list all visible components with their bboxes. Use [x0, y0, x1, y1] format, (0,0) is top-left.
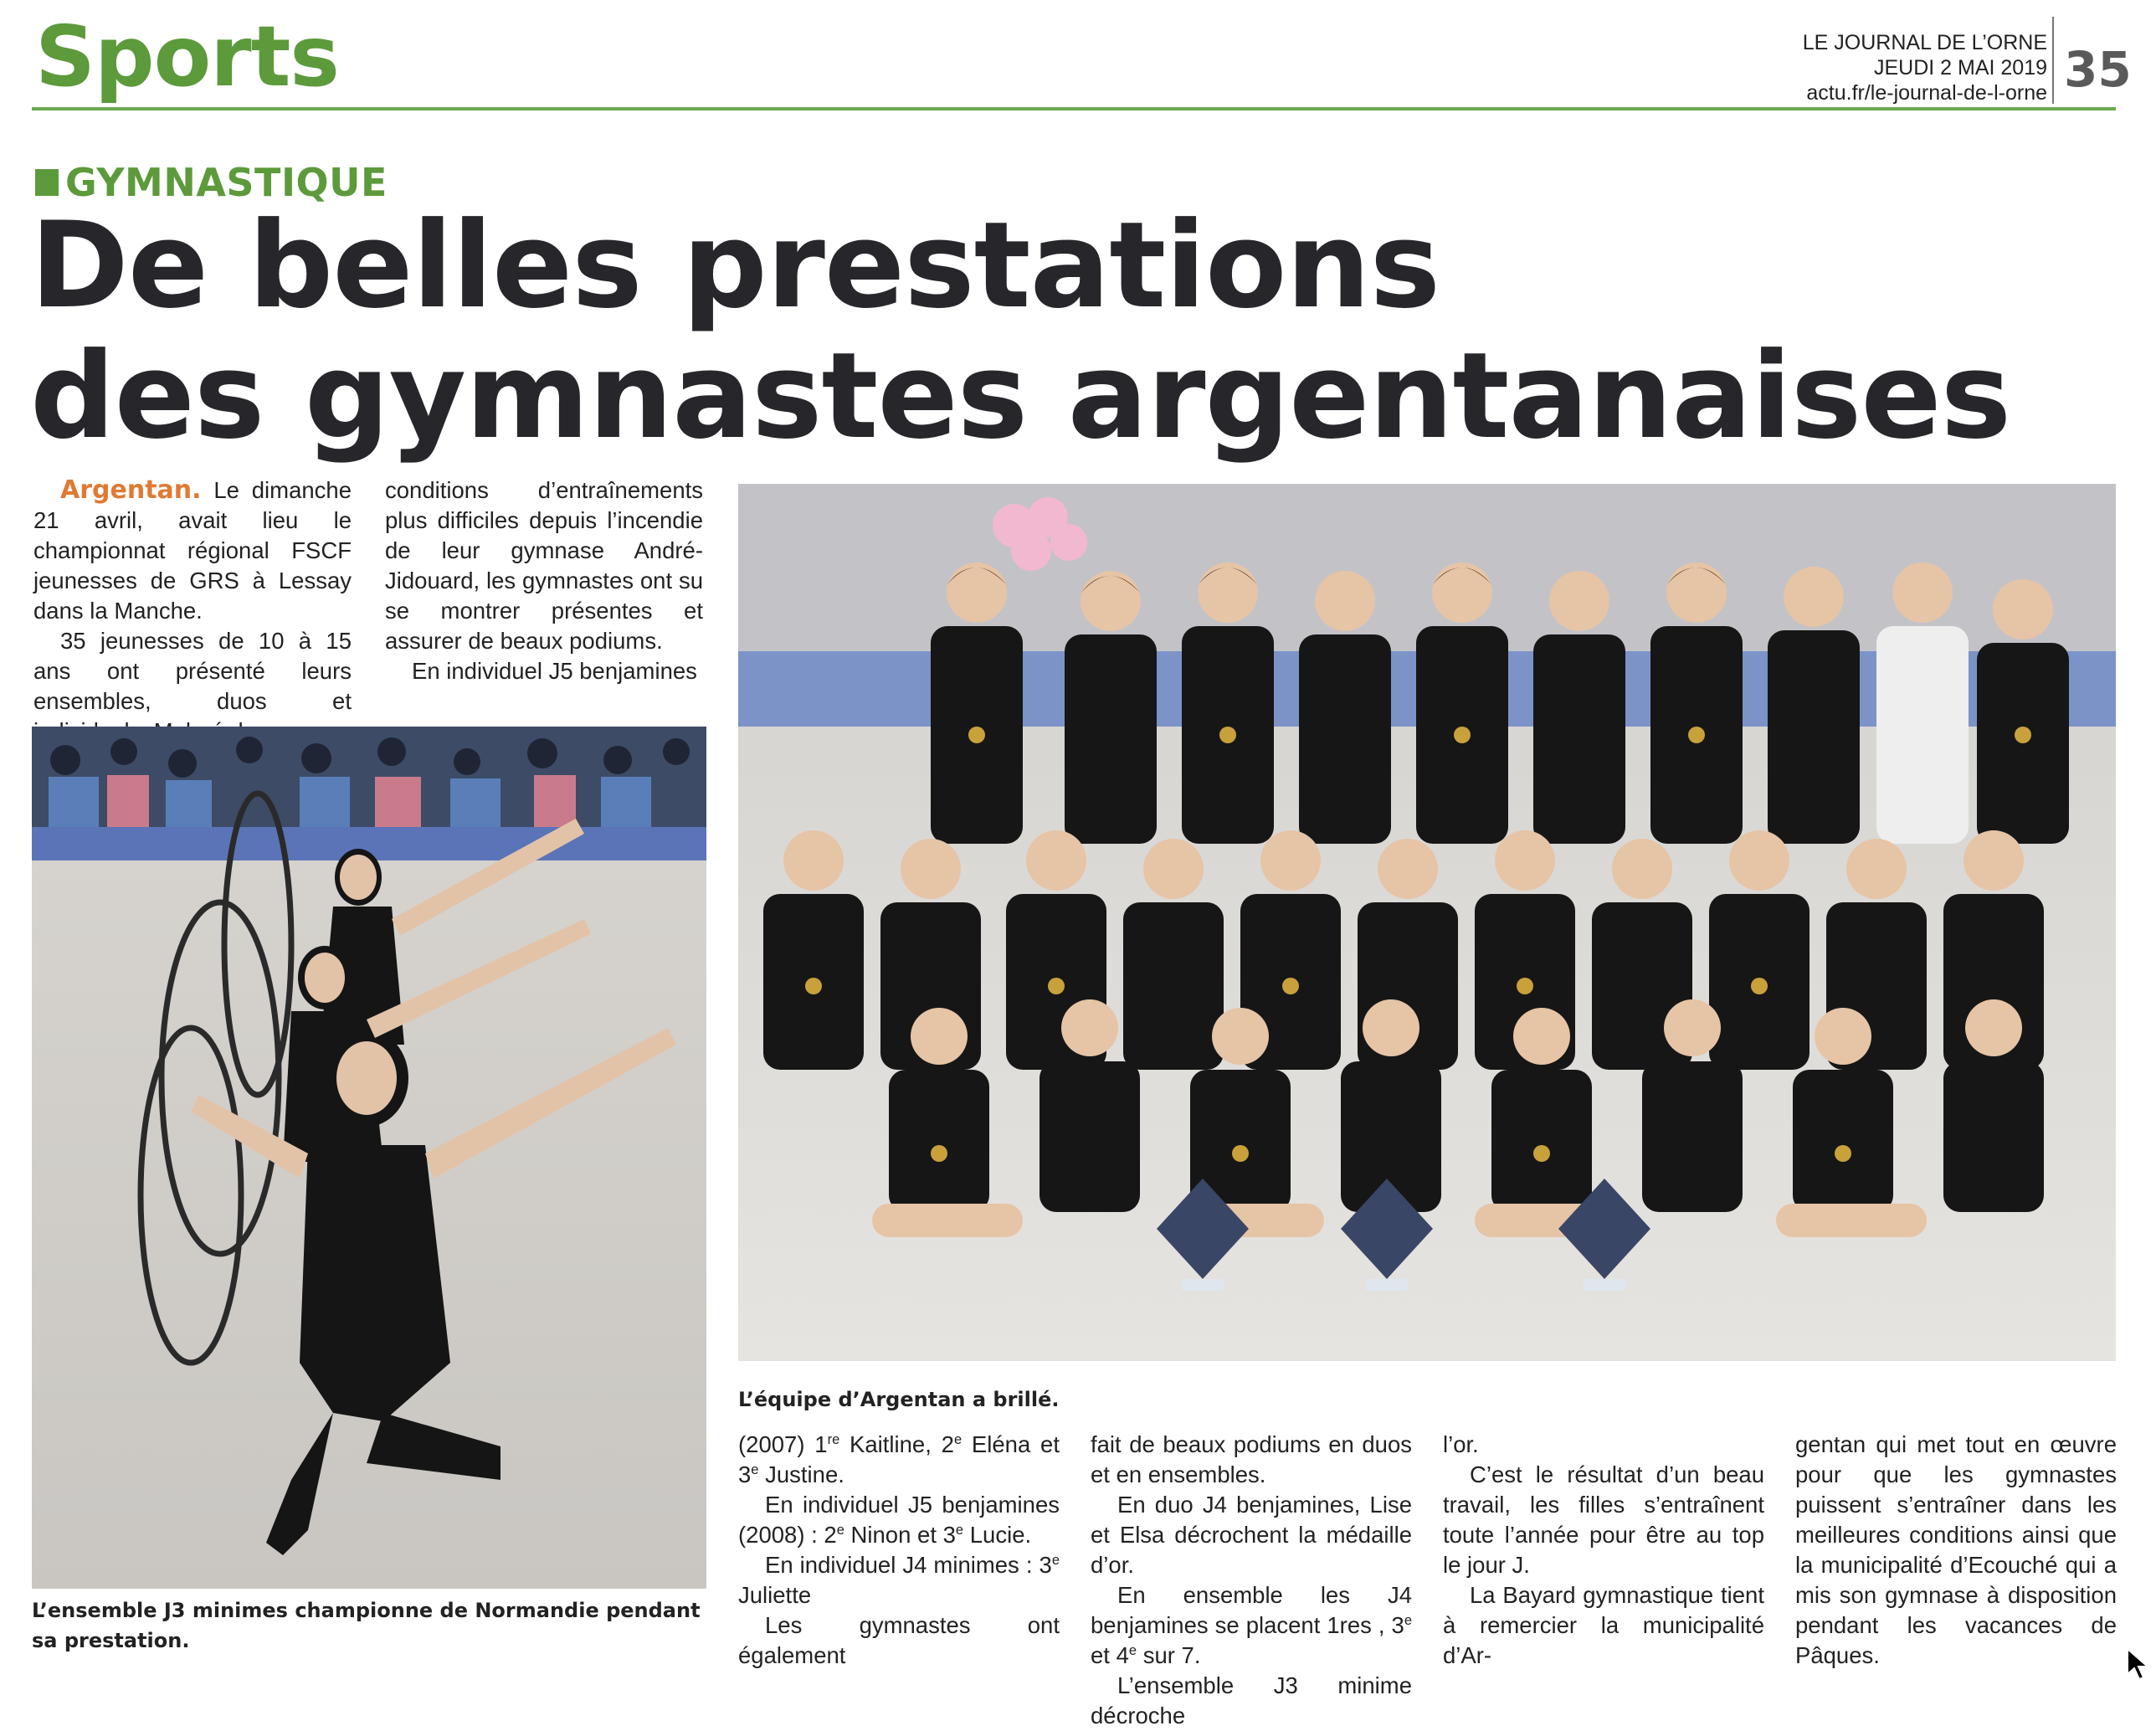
article-column-2 [385, 475, 703, 686]
headline-line-2: des gymnastes argentanaises [30, 327, 2011, 465]
paragraph-2-end: conditions d’entraînements plus difficiles depuis l’incendie de leur gymnase André-Jidouard, les gymnastes ont su se montrer présentes et assurer de beaux podiums. [385, 477, 703, 654]
publication-website[interactable]: actu.fr/le-journal-de-l-orne [1806, 81, 2047, 105]
paragraph-1: Le dimanche 21 avril, avait lieu le championnat régional FSCF jeunesses de GRS à Lessay dans la Manche. [33, 477, 352, 624]
article-headline [30, 197, 2011, 465]
right-photo-caption: L’équipe d’Argentan a brillé. [738, 1388, 1060, 1411]
publication-date: JEUDI 2 MAI 2019 [1873, 56, 2047, 80]
article-kicker: GYMNASTIQUE [65, 160, 388, 205]
header-rule [32, 107, 2116, 110]
article-column-4: fait de beaux podiums en duos et en ensembles. En duo J4 benjamines, Lise et Elsa décrochent la médaille d’or. En ensemble les J4 benjamines se placent 1res , 3e et 4e sur 7. L’ensemble J3 minime décroche [1091, 1431, 1412, 1728]
photo-team-argentan [738, 484, 2116, 1361]
headline-line-1: De belles prestations [30, 197, 1440, 335]
kicker-square-icon [35, 169, 59, 196]
mouse-cursor-icon [2126, 1647, 2151, 1681]
page-number: 35 [2064, 41, 2132, 98]
article-column-1 [33, 475, 352, 747]
article-column-3: (2007) 1re Kaitline, 2e Eléna et 3e Justine. En individuel J5 benjamines (2008) : 2e Ninon et 3e Lucie. En individuel J4 minimes : 3e Juliette Les gymnastes ont également [738, 1431, 1060, 1668]
masthead-divider [2052, 17, 2054, 104]
article-column-6: gentan qui met tout en œuvre pour que les gymnastes puissent s’entraîner dans les meilleures conditions ainsi que la municipalité d’Ecouché qui a mis son gymnase à disposition pendant les vacances de Pâques. [1795, 1431, 2117, 1668]
paragraph-3: En individuel J5 benjamines [412, 658, 697, 684]
left-photo-caption: L’ensemble J3 minimes championne de Normandie pendant sa prestation. [32, 1599, 701, 1652]
paragraph-2-start: 35 jeunesses de 10 à 15 ans ont présenté leurs ensembles, duos et [33, 628, 352, 714]
article-column-5: l’or. C’est le résultat d’un beau travail, les filles s’entraînent toute l’année pour être au top le jour J. La Bayard gymnastique tient à remercier la municipalité d’Ar- [1443, 1431, 1764, 1668]
publication-name: LE JOURNAL DE L’ORNE [1802, 31, 2047, 54]
article-dateline: Argentan. [60, 475, 202, 505]
photo-gymnasts-hoops [32, 727, 706, 1589]
masthead [1803, 30, 2047, 105]
section-title: Sports [35, 8, 339, 105]
